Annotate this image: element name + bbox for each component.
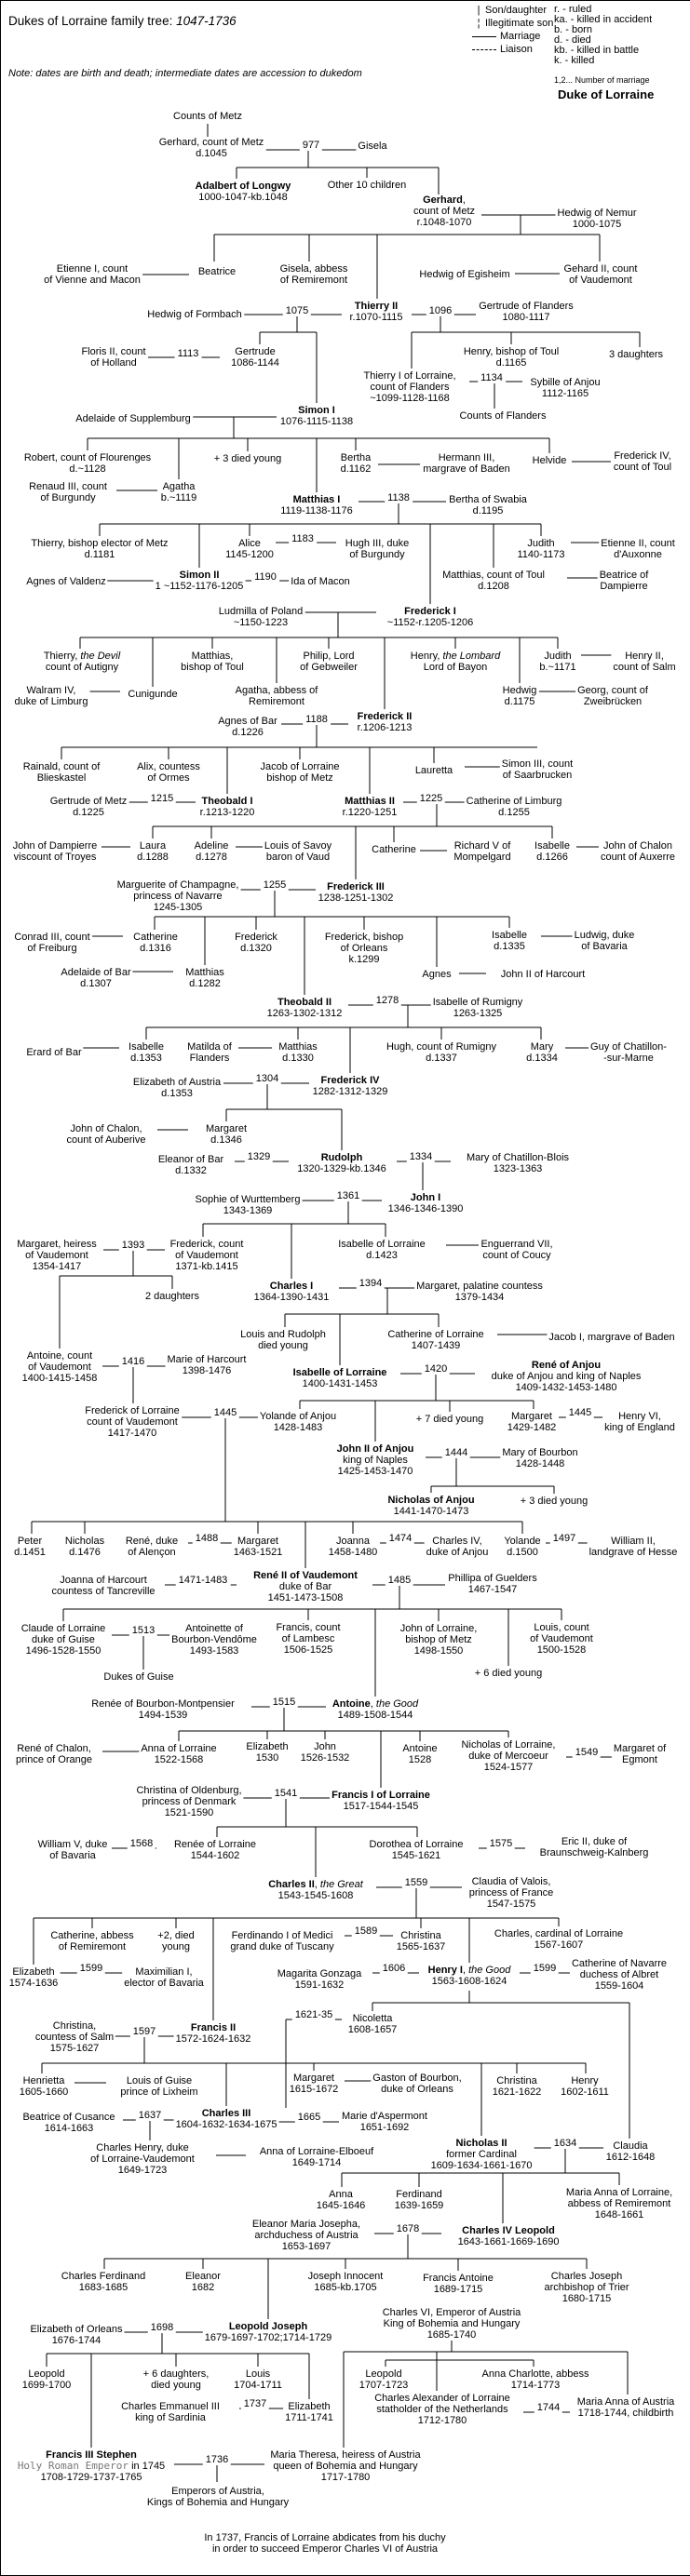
node-isabelle-of-lorraine: Isabelle of Lorraine d.1423 [338, 1239, 426, 1261]
node-hugh-count-of-rumigny: Hugh, count of Rumigny d.1337 [386, 1041, 497, 1064]
legend-liaison: Liaison [500, 44, 533, 55]
node-ren-ii-of-vaudemont: René II of Vaudemont duke of Bar 1451-1473-1508 [253, 1570, 358, 1603]
legend-abbr-killed-accident: ka. - killed in accident [554, 14, 653, 25]
node-yolande-of-anjou: Yolande of Anjou 1428-1483 [259, 1411, 337, 1433]
node-emperors-of-austria: Emperors of Austria, Kings of Bohemia and Hungary [146, 2486, 290, 2508]
node-charles-emmanuel-iii: Charles Emmanuel III king of Sardinia [121, 2401, 220, 2423]
node-francis-iii-stephen: Francis III Stephen Holy Roman Emperor in 1745 1708-1729-1737-1765 [17, 2449, 166, 2483]
marriage-year-1096: 1096 [426, 305, 454, 316]
node-hedwig-of-nemur: Hedwig of Nemur 1000-1075 [557, 208, 637, 230]
legend-abbr-died: d. - died [554, 34, 591, 46]
node-henry-vi: Henry VI, king of England [604, 1411, 675, 1433]
node-claude-of-lorraine: Claude of Lorraine duke of Guise 1496-1528-1550 [20, 1623, 106, 1657]
legend-son-daughter: Son/daughter [485, 5, 548, 16]
node-matthias: Matthias, bishop of Toul [181, 651, 244, 673]
node-jacob-of-lorraine: Jacob of Lorraine bishop of Metz [260, 761, 340, 784]
node-john-of-dampierre: John of Dampierre viscount of Troyes [12, 840, 98, 863]
node-antoinette-of: Antoinette of Bourbon-Vendôme 1493-1583 [171, 1623, 257, 1657]
marriage-year-1549: 1549 [573, 1747, 601, 1758]
node-charles-ferdinand: Charles Ferdinand 1683-1685 [61, 2271, 146, 2293]
marriage-year-1225: 1225 [417, 793, 445, 804]
node-ren-e-of-lorraine: Renée of Lorraine 1544-1602 [173, 1839, 257, 1861]
node-john-of-lorraine: John of Lorraine, bishop of Metz 1498-1550 [399, 1623, 478, 1657]
node-richard-v-of: Richard V of Mompelgard [453, 840, 511, 863]
marriage-year-1445: 1445 [211, 1407, 239, 1418]
node-ferdinando-i-of-medici: Ferdinando I of Medici grand duke of Tuscany [230, 1930, 334, 1952]
legend-abbr-born: b. - born [554, 24, 592, 35]
node-leopold: Leopold 1707-1723 [359, 2368, 409, 2391]
node-elizabeth-of-austria: Elizabeth of Austria d.1353 [132, 1077, 222, 1099]
dates-note: Note: dates are birth and death; intermediate dates are accession to dukedom [8, 68, 362, 79]
marriage-year-1575: 1575 [487, 1838, 515, 1849]
node-agnes-of-valdenz: Agnes of Valdenz [26, 576, 106, 587]
marriage-year-1471-1483: 1471-1483 [176, 1575, 231, 1586]
node-claudia: Claudia 1612-1648 [605, 2140, 656, 2163]
node-frederick-iv: Frederick IV 1282-1312-1329 [312, 1075, 388, 1097]
node-charles-henry-duke: Charles Henry, duke of Lorraine-Vaudemont 1649-1723 [90, 2142, 195, 2176]
node-john-ii-of-harcourt: John II of Harcourt [500, 969, 586, 980]
node-eric-ii-duke-of: Eric II, duke of Braunschweig-Kalnberg [539, 1836, 649, 1858]
node-charles-iv-leopold: Charles IV Leopold 1643-1661-1669-1690 [457, 2225, 560, 2247]
node-louis-count: Louis, count of Vaudemont 1500-1528 [530, 1622, 593, 1656]
node-charles-iii: Charles III 1604-1632-1634-1675 [175, 2108, 277, 2130]
node-catherine-of-lorraine: Catherine of Lorraine 1407-1439 [387, 1329, 484, 1351]
marriage-year-1474: 1474 [386, 1533, 414, 1544]
node-margaret-palatine-countess: Margaret, palatine countess 1379-1434 [416, 1281, 543, 1303]
node-ren-duke: René, duke of Alençon [125, 1536, 179, 1558]
node-marie-d-aspermont: Marie d'Aspermont 1651-1692 [342, 2111, 427, 2133]
node-francis-i-of-lorraine: Francis I of Lorraine 1517-1544-1545 [331, 1790, 430, 1812]
node-bertha: Bertha d.1162 [340, 452, 372, 475]
node-leopold: Leopold 1699-1700 [21, 2368, 72, 2391]
node-7-died-young: + 7 died young [415, 1414, 484, 1425]
marriage-year-1599: 1599 [531, 1963, 559, 1974]
node-henry-ii: Henry II, count of Salm [613, 651, 676, 673]
node-dorothea-of-lorraine: Dorothea of Lorraine 1545-1621 [369, 1839, 464, 1861]
son-daughter-icon: | [477, 5, 480, 16]
marriage-year-1744: 1744 [534, 2402, 562, 2413]
node-simon-i: Simon I 1076-1115-1138 [279, 405, 354, 427]
node-john: John 1526-1532 [300, 1741, 350, 1764]
marriage-year-1183: 1183 [289, 533, 317, 544]
node-margaret: Margaret 1429-1482 [507, 1411, 557, 1433]
node-thierry-bishop-elector-of-metz: Thierry, bishop elector of Metz d.1181 [31, 538, 169, 560]
marriage-year-1698: 1698 [148, 2322, 176, 2333]
node-adalbert-of-longwy: Adalbert of Longwy 1000-1047-kb.1048 [195, 181, 291, 203]
marriage-year-1589: 1589 [352, 1925, 380, 1937]
node-walram-iv: Walram IV, duke of Limburg [14, 685, 88, 707]
node-sybille-of-anjou: Sybille of Anjou 1112-1165 [530, 377, 601, 399]
node-henry-bishop-of-toul: Henry, bishop of Toul d.1165 [463, 346, 560, 369]
node-leopold-joseph: Leopold Joseph 1679-1697-1702;1714-1729 [204, 2321, 332, 2343]
node-henrietta: Henrietta 1605-1660 [19, 2075, 69, 2098]
node-simon-iii-count: Simon III, count of Saarbrucken [501, 758, 574, 781]
node-2-daughters: 2 daughters [144, 1291, 200, 1302]
node-louis-of-savoy: Louis of Savoy baron of Vaud [264, 840, 332, 863]
node-frederick-count: Frederick, count of Vaudemont 1371-kb.1415 [169, 1239, 244, 1272]
node-margaret: Margaret 1463-1521 [233, 1536, 283, 1558]
node-margaret-heiress: Margaret, heiress of Vaudemont 1354-1417 [17, 1239, 97, 1272]
node-anna: Anna 1645-1646 [316, 2189, 366, 2211]
node-etienne-i-count: Etienne I, count of Vienne and Macon [44, 263, 141, 286]
node-ren-e-of-bourbon-montpensier: Renée of Bourbon-Montpensier 1494-1539 [91, 1698, 235, 1721]
marriage-year-1634: 1634 [551, 2138, 579, 2149]
marriage-year-1737: 1737 [241, 2398, 269, 2409]
node-charles-alexander-of-lorraine: Charles Alexander of Lorraine statholder of the Netherlands 1712-1780 [374, 2393, 510, 2426]
node-joseph-innocent: Joseph Innocent 1685-kb.1705 [307, 2271, 384, 2293]
node-frederick-of-lorraine: Frederick of Lorraine count of Vaudemont 1417-1470 [85, 1405, 180, 1439]
node-alix-countess: Alix, countess of Ormes [137, 761, 200, 784]
node-ren-of-chalon: René of Chalon, prince of Orange [16, 1743, 92, 1765]
marriage-year-1621-35: 1621-35 [292, 2009, 335, 2020]
node-catherine-abbess: Catherine, abbess of Remiremont [50, 1930, 134, 1952]
node-antoine-the-good: Antoine, the Good 1489-1508-1544 [331, 1698, 419, 1721]
node-elizabeth: Elizabeth 1574-1636 [8, 1966, 59, 1989]
marriage-year-1075: 1075 [283, 305, 311, 316]
node-francis-antoine: Francis Antoine 1689-1715 [423, 2273, 494, 2295]
node-isabelle: Isabelle d.1353 [129, 1041, 164, 1064]
node-charles-ii-the-great: Charles II, the Great 1543-1545-1608 [268, 1879, 363, 1901]
node-henry: Henry 1602-1611 [561, 2075, 609, 2098]
node-matthias-i: Matthias I 1119-1138-1176 [280, 494, 353, 517]
node-hedwig: Hedwig d.1175 [502, 685, 537, 707]
node-charles-iv: Charles IV, duke of Anjou [426, 1536, 489, 1558]
node-beatrice-of-cusance: Beatrice of Cusance 1614-1663 [22, 2112, 115, 2134]
node-3-died-young: + 3 died young [213, 453, 282, 464]
node-william-v-duke: William V, duke of Bavaria [37, 1839, 108, 1861]
node-frederick-iv: Frederick IV, count of Toul [613, 450, 672, 473]
node-anna-of-lorraine: Anna of Lorraine 1522-1568 [141, 1743, 217, 1765]
node-maximilian-i: Maximilian I, elector of Bavaria [124, 1966, 204, 1989]
marriage-year-1597: 1597 [130, 2026, 158, 2037]
node-enguerrand-vii: Enguerrand VII, count of Coucy [480, 1239, 553, 1261]
node-antoine: Antoine 1528 [402, 1743, 438, 1765]
node-matthias: Matthias d.1282 [185, 967, 224, 989]
node-guy-of-chatillon: Guy of Chatillon- -sur-Marne [590, 1041, 667, 1064]
node-beatrice-of: Beatrice of Dampierre [599, 570, 649, 592]
node-gerhard-count-of-metz: Gerhard, count of Metz d.1045 [158, 137, 264, 159]
node-agatha-abbess-of: Agatha, abbess of Remiremont [235, 685, 318, 707]
node-rainald-count-of: Rainald, count of Blieskastel [22, 761, 101, 784]
node-georg-count-of: Georg, count of Zweibrücken [577, 685, 648, 707]
node-adelaide-of-supplemburg: Adelaide of Supplemburg [75, 413, 191, 424]
legend-abbr-killed: k. - killed [554, 55, 595, 66]
node-margaret: Margaret 1615-1672 [289, 2073, 339, 2095]
node-counts-of-metz: Counts of Metz [173, 111, 242, 122]
node-nicholas-of-lorraine: Nicholas of Lorraine, duke of Mercoeur 1524-1577 [461, 1739, 556, 1773]
page-title-text: Dukes of Lorraine family tree: [8, 14, 177, 28]
node-philip-lord: Philip, Lord of Gebweiler [300, 651, 358, 673]
node-6-daughters: + 6 daughters, died young [142, 2368, 210, 2391]
node-adelaide-of-bar: Adelaide of Bar d.1307 [61, 967, 131, 989]
node-judith: Judith 1140-1173 [517, 538, 565, 560]
node-christina: Christina, countess of Salm 1575-1627 [34, 2020, 115, 2054]
node-ludwig-duke: Ludwig, duke of Bavaria [574, 930, 635, 952]
node-jacob-i-margrave-of-baden: Jacob I, margrave of Baden [548, 1332, 675, 1343]
node-hugh-iii-duke: Hugh III, duke of Burgundy [345, 538, 410, 560]
node-louis-and-rudolph: Louis and Rudolph died young [240, 1329, 326, 1351]
node-in-1737-francis-of-lorraine-abdicates-fr: In 1737, Francis of Lorraine abdicates from his duchy in order to succeed Emperor Charles VI of Austria [204, 2532, 446, 2555]
marriage-year-1215: 1215 [148, 793, 176, 804]
node-elizabeth: Elizabeth 1530 [246, 1741, 289, 1764]
node-matilda-of: Matilda of Flanders [187, 1041, 232, 1064]
node-catherine-of-limburg: Catherine of Limburg d.1255 [466, 796, 562, 818]
node-catherine-of-navarre: Catherine of Navarre duchess of Albret 1559-1604 [571, 1958, 668, 1992]
marriage-year-1329: 1329 [245, 1151, 273, 1162]
node-sophie-of-wurttemberg: Sophie of Wurttemberg 1343-1369 [195, 1194, 301, 1216]
node-nicholas-ii: Nicholas II former Cardinal 1609-1634-1661-1670 [430, 2138, 533, 2171]
node-gerhard: Gerhard, count of Metz r.1048-1070 [413, 195, 476, 228]
legend-abbr-ruled: r. - ruled [554, 4, 592, 15]
node-other-10-children: Other 10 children [327, 180, 407, 191]
marriage-year-1515: 1515 [270, 1697, 298, 1708]
illegitimate-son-icon: ¦ [477, 18, 480, 29]
node-theobald-i: Theobald I r.1213-1220 [199, 796, 255, 818]
node-ferdinand: Ferdinand 1639-1659 [394, 2189, 444, 2211]
node-mary: Mary d.1334 [526, 1041, 558, 1064]
node-theobald-ii: Theobald II 1263-1302-1312 [266, 997, 343, 1019]
node-hedwig-of-egisheim: Hedwig of Egisheim [419, 269, 510, 280]
node-frederick-i: Frederick I ~1152-r.1205-1206 [386, 606, 474, 628]
node-john-i: John I 1346-1346-1390 [387, 1192, 464, 1214]
legend-marriage: Marriage [500, 31, 541, 42]
legend-illegitimate: Illegitimate son [485, 18, 554, 29]
node-floris-ii-count: Floris II, count of Holland [81, 346, 146, 369]
node-anna-of-lorraine-elboeuf: Anna of Lorraine-Elboeuf 1649-1714 [259, 2146, 374, 2168]
node-marguerite-of-champagne: Marguerite of Champagne, princess of Navarre 1245-1305 [116, 879, 239, 913]
node-counts-of-flanders: Counts of Flanders [459, 410, 547, 422]
marriage-year-1393: 1393 [119, 1240, 147, 1251]
node-christina: Christina 1621-1622 [492, 2075, 542, 2098]
node-ida-of-macon: Ida of Macon [291, 576, 350, 587]
node-maria-anna-of-lorraine: Maria Anna of Lorraine, abbess of Remiremont 1648-1661 [565, 2187, 673, 2220]
page-title-dates: 1047-1736 [176, 14, 237, 28]
node-louis-of-guise: Louis of Guise prince of Lixheim [120, 2075, 198, 2098]
node-christina: Christina 1565-1637 [396, 1930, 446, 1952]
node-bertha-of-swabia: Bertha of Swabia d.1195 [449, 494, 527, 517]
node-margaret: Margaret d.1346 [205, 1123, 248, 1146]
node-margaret-of: Margaret of Egmont [613, 1743, 667, 1765]
node-gertrude-of-flanders: Gertrude of Flanders 1080-1117 [479, 301, 574, 323]
marriage-year-1255: 1255 [261, 879, 289, 891]
marriage-year-1678: 1678 [394, 2223, 422, 2234]
node-ren-of-anjou: René of Anjou duke of Anjou and king of Naples 1409-1432-1453-1480 [491, 1360, 642, 1393]
node-catherine: Catherine d.1316 [133, 932, 178, 954]
node-laura: Laura d.1288 [137, 840, 169, 863]
node-erard-of-bar: Erard of Bar [26, 1047, 82, 1058]
marriage-year-1278: 1278 [373, 995, 401, 1006]
node-charles-cardinal-of-lorraine: Charles, cardinal of Lorraine 1567-1607 [494, 1928, 624, 1951]
node-dukes-of-guise: Dukes of Guise [103, 1671, 174, 1683]
node-isabelle-of-lorraine: Isabelle of Lorraine 1400-1431-1453 [292, 1367, 387, 1389]
legend-marriage-number-note: 1,2... Number of marriage [554, 75, 650, 85]
node-mary-of-bourbon: Mary of Bourbon 1428-1448 [502, 1447, 578, 1469]
marriage-year-1568: 1568 [128, 1838, 156, 1849]
node-agatha: Agatha b.~1119 [160, 481, 197, 503]
marriage-year-1559: 1559 [402, 1877, 430, 1888]
node-catherine: Catherine [372, 844, 416, 855]
marriage-year-1134: 1134 [478, 372, 506, 383]
node-antoine-count: Antoine, count of Vaudemont 1400-1415-1458 [21, 1350, 98, 1384]
node-john-of-chalon: John of Chalon count of Auxerre [600, 840, 676, 863]
node-agnes: Agnes [422, 969, 452, 980]
node-2-died: +2, died young [157, 1930, 195, 1952]
node-john-of-chalon: John of Chalon, count of Auberive [66, 1123, 146, 1146]
node-isabelle-of-rumigny: Isabelle of Rumigny 1263-1325 [432, 997, 523, 1019]
node-etienne-ii-count: Etienne II, count d'Auxonne [601, 538, 675, 560]
node-isabelle: Isabelle d.1266 [534, 840, 570, 863]
node-3-daughters: 3 daughters [608, 349, 664, 360]
node-thierry-ii: Thierry II r.1070-1115 [349, 301, 403, 323]
node-elizabeth-of-orleans: Elizabeth of Orleans 1676-1744 [30, 2324, 123, 2346]
node-mary-of-chatillon-blois: Mary of Chatillon-Blois 1323-1363 [466, 1152, 570, 1174]
marriage-year-1488: 1488 [193, 1533, 221, 1544]
node-joanna-of-harcourt: Joanna of Harcourt countess of Tancreville [51, 1575, 156, 1597]
node-hermann-iii: Hermann III, margrave of Baden [423, 452, 510, 475]
node-agnes-of-bar: Agnes of Bar d.1226 [218, 716, 277, 738]
node-peter: Peter d.1451 [14, 1536, 46, 1558]
legend-duke-key: Duke of Lorraine [558, 87, 655, 101]
node-lauretta: Lauretta [414, 765, 453, 776]
node-anna-charlotte-abbess: Anna Charlotte, abbess 1714-1773 [481, 2368, 589, 2391]
node-rudolph: Rudolph 1320-1329-kb.1346 [297, 1152, 386, 1174]
marriage-year-1138: 1138 [385, 492, 413, 503]
marriage-year-1606: 1606 [380, 1963, 408, 1974]
marriage-year-1599: 1599 [77, 1963, 105, 1974]
node-alice: Alice 1145-1200 [225, 538, 274, 560]
node-frederick: Frederick d.1320 [235, 932, 277, 954]
node-hedwig-of-formbach: Hedwig of Formbach [147, 309, 242, 320]
node-cunigunde: Cunigunde [128, 689, 178, 700]
node-henry-the-lombard: Henry, the Lombard Lord of Bayon [410, 651, 501, 673]
node-adeline: Adeline d.1278 [194, 840, 229, 863]
marriage-year-1637: 1637 [136, 2110, 164, 2121]
marriage-year-1513: 1513 [129, 1625, 157, 1636]
node-maria-theresa-heiress-of-austria: Maria Theresa, heiress of Austria queen of Bohemia and Hungary 1717-1780 [270, 2449, 421, 2483]
node-gertrude: Gertrude 1086-1144 [231, 346, 279, 369]
marriage-year-1394: 1394 [357, 1278, 385, 1289]
node-charles-i: Charles I 1364-1390-1431 [253, 1281, 330, 1303]
node-matthias-count-of-toul: Matthias, count of Toul d.1208 [442, 570, 545, 592]
node-gehard-ii-count: Gehard II, count of Vaudemont [563, 263, 638, 286]
node-phillipa-of-guelders: Phillipa of Guelders 1467-1547 [448, 1573, 537, 1595]
node-eleanor-maria-josepha: Eleanor Maria Josepha, archduchess of Austria 1653-1697 [251, 2219, 361, 2252]
node-nicoletta: Nicoletta 1608-1657 [347, 2013, 398, 2035]
node-nicholas: Nicholas d.1476 [64, 1536, 105, 1558]
marriage-year-1497: 1497 [550, 1533, 578, 1544]
node-maria-anna-of-austria: Maria Anna of Austria 1718-1744, childbirth [576, 2396, 675, 2419]
node-simon-ii: Simon II 1 ~1152-1176-1205 [155, 570, 244, 592]
marriage-year-1665: 1665 [295, 2112, 323, 2123]
node-henry-i-the-good: Henry I, the Good 1563-1608-1624 [427, 1965, 511, 1987]
node-joanna: Joanna 1458-1480 [328, 1536, 378, 1558]
node-matthias-ii: Matthias II r.1220-1251 [342, 796, 398, 818]
node-3-died-young: + 3 died young [520, 1496, 589, 1507]
node-gisela: Gisela [358, 141, 387, 152]
marriage-year-1361: 1361 [334, 1190, 362, 1201]
marriage-year-1485: 1485 [386, 1575, 413, 1586]
node-thierry-i-of-lorraine: Thierry I of Lorraine, count of Flanders ~1099-1128-1168 [363, 370, 456, 404]
node-thierry-the-devil: Thierry, the Devil count of Autigny [43, 651, 121, 673]
node-yolande: Yolande d.1500 [504, 1536, 541, 1558]
node-frederick-bishop: Frederick, bishop of Orleans k.1299 [324, 932, 404, 965]
node-william-ii: William II, landgrave of Hesse [589, 1536, 678, 1558]
node-eleanor-of-bar: Eleanor of Bar d.1332 [157, 1154, 224, 1176]
node-christina-of-oldenburg: Christina of Oldenburg, princess of Denmark 1521-1590 [136, 1785, 242, 1818]
node-isabelle: Isabelle d.1335 [492, 930, 527, 952]
node-helvide: Helvide [532, 455, 567, 466]
node-ludmilla-of-poland: Ludmilla of Poland ~1150-1223 [218, 606, 304, 628]
node-frederick-iii: Frederick III 1238-1251-1302 [318, 881, 394, 904]
node-charles-vi-emperor-of-austria: Charles VI, Emperor of Austria King of Bohemia and Hungary 1685-1740 [382, 2307, 521, 2341]
legend-abbr-killed-battle: kb. - killed in battle [554, 45, 640, 56]
node-nicholas-of-anjou: Nicholas of Anjou 1441-1470-1473 [387, 1495, 475, 1517]
marriage-year-1416: 1416 [119, 1356, 147, 1367]
node-matthias: Matthias d.1330 [278, 1041, 318, 1064]
node-francis-ii: Francis II 1572-1624-1632 [175, 2022, 251, 2045]
node-conrad-iii-count: Conrad III, count of Freiburg [14, 932, 90, 954]
node-gertrude-of-metz: Gertrude of Metz d.1225 [49, 796, 128, 818]
marriage-year-1304: 1304 [253, 1073, 281, 1084]
node-beatrice: Beatrice [197, 266, 237, 277]
node-frederick-ii: Frederick II r.1206-1213 [357, 711, 413, 733]
node-6-died-young: + 6 died young [474, 1668, 543, 1679]
marriage-year-1188: 1188 [303, 714, 331, 725]
node-john-ii-of-anjou: John II of Anjou king of Naples 1425-1453-1470 [336, 1443, 414, 1477]
node-robert-count-of-flourenges: Robert, count of Flourenges d.~1128 [23, 452, 152, 475]
node-gisela-abbess: Gisela, abbess of Remiremont [279, 263, 348, 286]
node-charles-joseph: Charles Joseph archbishop of Trier 1680-1715 [544, 2271, 629, 2304]
node-gaston-of-bourbon: Gaston of Bourbon, duke of Orleans [372, 2073, 462, 2095]
marriage-year-1541: 1541 [272, 1788, 300, 1799]
marriage-year-1420: 1420 [422, 1363, 450, 1375]
node-judith: Judith b.~1171 [539, 651, 576, 673]
node-eleanor: Eleanor 1682 [185, 2271, 221, 2293]
marriage-year-1444: 1444 [442, 1447, 470, 1458]
marriage-year-1190: 1190 [251, 571, 279, 583]
node-claudia-of-valois: Claudia of Valois, princess of France 1547-1575 [468, 1876, 554, 1910]
marriage-year-1113: 1113 [175, 348, 202, 359]
marriage-year-1445: 1445 [566, 1407, 594, 1418]
node-magarita-gonzaga: Magarita Gonzaga 1591-1632 [277, 1968, 362, 1991]
node-francis-count: Francis, count of Lambesc 1506-1525 [276, 1622, 341, 1656]
node-renaud-iii-count: Renaud III, count of Burgundy [29, 481, 107, 503]
node-louis: Louis 1704-1711 [234, 2368, 282, 2391]
marriage-year-977: 977 [300, 140, 322, 151]
node-marie-of-harcourt: Marie of Harcourt 1398-1476 [167, 1354, 247, 1376]
marriage-year-1736: 1736 [203, 2454, 231, 2465]
marriage-year-1334: 1334 [407, 1151, 435, 1162]
node-elizabeth: Elizabeth 1711-1741 [285, 2401, 333, 2423]
